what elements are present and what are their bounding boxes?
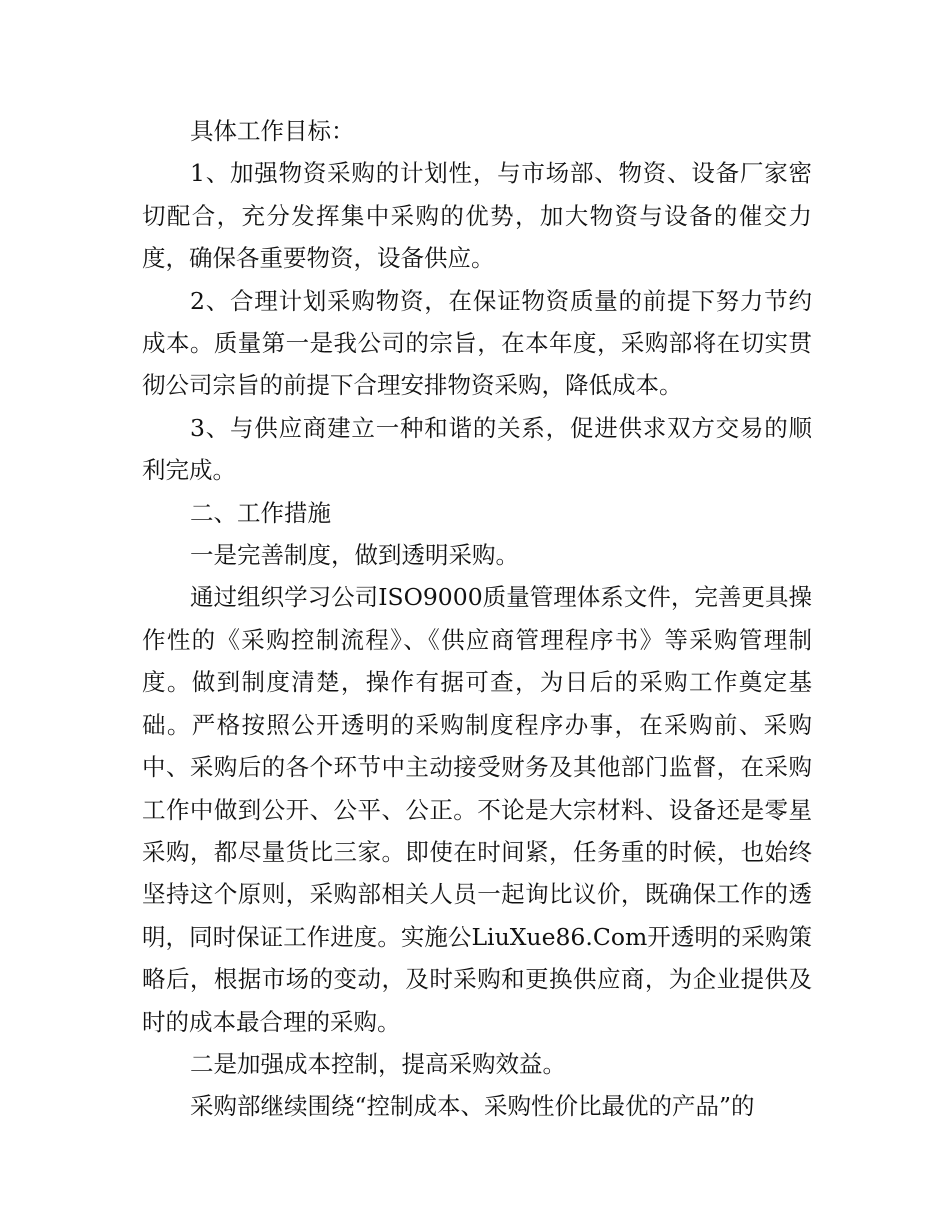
section-heading-measures: 二、工作措施: [190, 498, 331, 527]
work-goals-heading: 具体工作目标：: [190, 117, 355, 145]
goal-item-1: 1、加强物资采购的计划性，与市场部、物资、设备厂家密切配合，充分发挥集中采购的优势，加大物资与设备的催交力度，确保各重要物资，设备供应。: [142, 159, 812, 273]
goal-item-2: 2、合理计划采购物资，在保证物资质量的前提下努力节约成本。质量第一是我公司的宗旨，在本年度，采购部将在切实贯彻公司宗旨的前提下合理安排物资采购，降低成本。: [142, 286, 812, 400]
document-body: [142, 110, 812, 1128]
measure-2-body: 采购部继续围绕“控制成本、采购性价比最优的产品”的: [190, 1092, 755, 1121]
goal-item-3: 3、与供应商建立一种和谐的关系，促进供求双方交易的顺利完成。: [142, 413, 812, 485]
measure-1-heading: 一是完善制度，做到透明采购。: [190, 541, 519, 570]
measure-2-heading: 二是加强成本控制，提高采购效益。: [190, 1049, 566, 1078]
measure-1-body: 通过组织学习公司ISO9000质量管理体系文件，完善更具操作性的《采购控制流程》、《供应商管理程序书》等采购管理制度。做到制度清楚，操作有据可查，为日后的采购工作奠定基础。严格按照公开透明的采购制度程序办事，在采购前、采购中、采购后的各个环节中主动接受财务及其他部门监督，在采购工作中做到公开、公平、公正。不论是大宗材料、设备还是零星采购，都尽量货比三家。即使在时间紧，任务重的时候，也始终坚持这个原则，采购部相关人员一起询比议价，既确保工作的透明，同时保证工作进度。实施公LiuXue86.Com开透明的采购策略后，根据市场的变动，及时采购和更换供应商，为企业提供及时的成本最合理的采购。: [142, 583, 812, 1036]
